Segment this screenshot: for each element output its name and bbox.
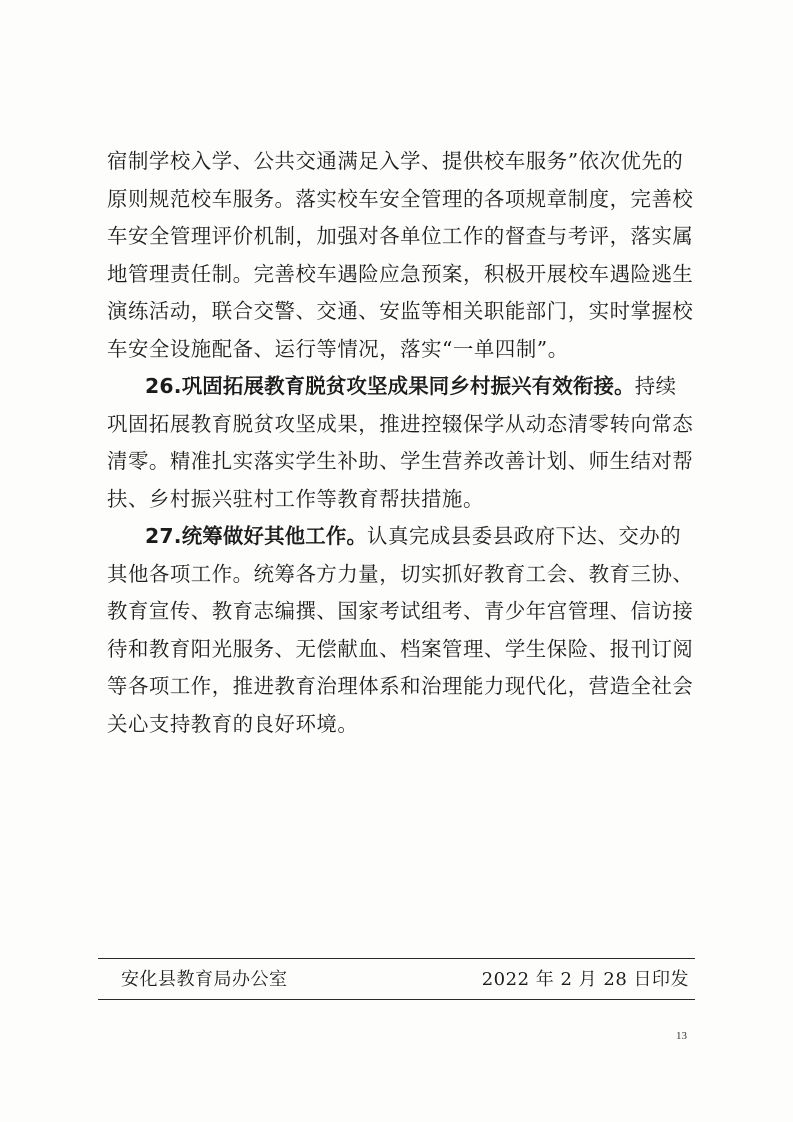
section-26-heading: 26.巩固拓展教育脱贫攻坚成果同乡村振兴有效衔接。: [145, 374, 635, 398]
footer-issuer: 安化县教育局办公室: [121, 969, 288, 990]
section-26-first-line: [107, 368, 697, 406]
paragraph-line: 车安全设施配备、运行等情况，落实“一单四制”。: [107, 336, 569, 361]
section-27-line: 教育宣传、教育志编撰、国家考试组考、青少年宫管理、信访接: [107, 599, 694, 623]
paragraph-line: 演练活动，联合交警、交通、安监等相关职能部门，实时掌握校: [107, 299, 694, 323]
section-26-lead: 持续: [634, 374, 677, 398]
footer-issue-date: 2022 年 2 月 28 日印发: [481, 969, 689, 990]
paragraph-line: 原则规范校车服务。落实校车安全管理的各项规章制度，完善校: [107, 186, 694, 211]
section-27-line: 待和教育阳光服务、无偿献血、档案管理、学生保险、报刊订阅: [107, 636, 694, 661]
paragraph-line: 地管理责任制。完善校车遇险应急预案，积极开展校车遇险逃生: [107, 261, 694, 286]
section-26-line: 扶、乡村振兴驻村工作等教育帮扶措施。: [107, 486, 484, 511]
section-27-line: 其他各项工作。统筹各方力量，切实抓好教育工会、教育三协、: [107, 561, 694, 586]
section-26-line: 清零。精准扎实落实学生补助、学生营养改善计划、师生结对帮: [107, 449, 694, 473]
section-27-line: 关心支持教育的良好环境。: [107, 711, 359, 736]
footer-bottom-rule: [98, 999, 695, 1000]
paragraph-line: 车安全管理评价机制，加强对各单位工作的督查与考评，落实属: [107, 224, 694, 248]
document-body: [107, 143, 697, 743]
paragraph-line: 宿制学校入学、公共交通满足入学、提供校车服务”依次优先的: [107, 149, 684, 173]
section-27-lead: 认真完成县委县政府下达、交办的: [367, 524, 682, 548]
section-26-line: 巩固拓展教育脱贫攻坚成果，推进控辍保学从动态清零转向常态: [107, 411, 694, 436]
section-27-line: 等各项工作，推进教育治理体系和治理能力现代化，营造全社会: [107, 674, 694, 698]
page-number: 13: [676, 1030, 687, 1042]
footer-top-rule: [98, 958, 695, 959]
section-27-heading: 27.统筹做好其他工作。: [145, 524, 368, 548]
section-27-first-line: [107, 518, 697, 556]
